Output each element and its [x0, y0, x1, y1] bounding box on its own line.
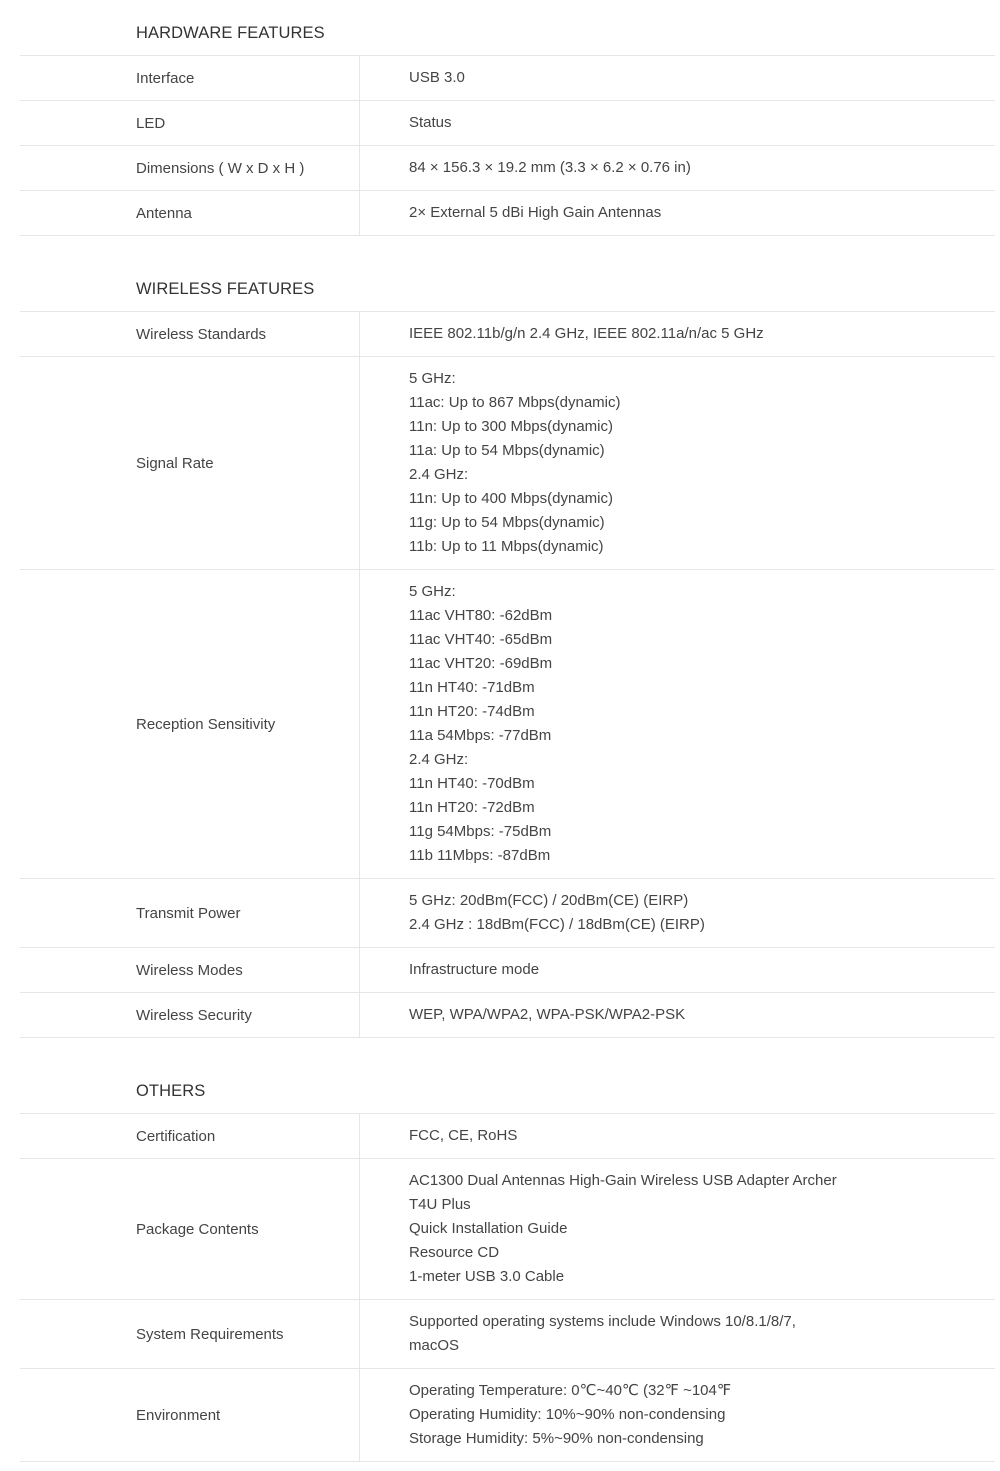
spec-row-transmit-power — [20, 879, 995, 948]
spec-value-line: 2.4 GHz: — [409, 751, 469, 768]
spec-value-line: macOS — [409, 1337, 460, 1354]
spec-row-certification — [20, 1114, 995, 1159]
spec-label: Interface — [20, 56, 360, 100]
spec-label: Wireless Security — [20, 993, 360, 1037]
spec-value-line: 11g: Up to 54 Mbps(dynamic) — [409, 514, 605, 531]
spec-value-line: 5 GHz: — [409, 370, 456, 387]
spec-label: Transmit Power — [20, 879, 360, 947]
spec-value-line: Operating Humidity: 10%~90% non-condensing — [409, 1406, 726, 1423]
spec-value-line: 11b: Up to 11 Mbps(dynamic) — [409, 538, 604, 555]
spec-row-system-requirements — [20, 1300, 995, 1369]
spec-value-line: Storage Humidity: 5%~90% non-condensing — [409, 1430, 704, 1447]
spec-value-line: Status — [409, 114, 452, 131]
section-spacer — [0, 236, 1000, 267]
spec-row-environment — [20, 1369, 995, 1462]
spec-value-line: 11ac: Up to 867 Mbps(dynamic) — [409, 394, 621, 411]
spec-value-line: WEP, WPA/WPA2, WPA-PSK/WPA2-PSK — [409, 1006, 686, 1023]
section-spacer — [0, 1038, 1000, 1069]
spec-value-line: 11n: Up to 300 Mbps(dynamic) — [409, 418, 613, 435]
spec-section-wireless-features — [20, 267, 995, 1038]
spec-value-line: 11g 54Mbps: -75dBm — [409, 823, 552, 840]
spec-label: LED — [20, 101, 360, 145]
spec-value — [360, 146, 995, 190]
section-title: OTHERS — [20, 1069, 995, 1114]
spec-row-dimensions-w-x-d-x-h — [20, 146, 995, 191]
spec-value-line: 11n HT40: -70dBm — [409, 775, 535, 792]
spec-value-line: 11b 11Mbps: -87dBm — [409, 847, 551, 864]
spec-value-line: Infrastructure mode — [409, 961, 540, 978]
spec-value-line: Quick Installation Guide — [409, 1220, 568, 1237]
spec-value-line: USB 3.0 — [409, 69, 465, 86]
spec-label: Reception Sensitivity — [20, 570, 360, 878]
spec-value-line: 11a: Up to 54 Mbps(dynamic) — [409, 442, 605, 459]
spec-label: Wireless Modes — [20, 948, 360, 992]
spec-value-line: FCC, CE, RoHS — [409, 1127, 518, 1144]
spec-value-line: 11ac VHT80: -62dBm — [409, 607, 553, 624]
spec-row-wireless-standards — [20, 312, 995, 357]
spec-section-hardware-features — [20, 11, 995, 236]
spec-value-line: 11a 54Mbps: -77dBm — [409, 727, 552, 744]
spec-value-line: Resource CD — [409, 1244, 500, 1261]
spec-value-line: 2.4 GHz: — [409, 466, 469, 483]
section-title: HARDWARE FEATURES — [20, 11, 995, 56]
spec-value — [360, 312, 995, 356]
spec-value-line: 5 GHz: 20dBm(FCC) / 20dBm(CE) (EIRP) — [409, 892, 689, 909]
spec-value — [360, 191, 995, 235]
spec-row-reception-sensitivity — [20, 570, 995, 879]
spec-label: Wireless Standards — [20, 312, 360, 356]
spec-value-line: 84 × 156.3 × 19.2 mm (3.3 × 6.2 × 0.76 in) — [409, 159, 691, 176]
spec-label: Signal Rate — [20, 357, 360, 569]
spec-value — [360, 1159, 995, 1299]
spec-value-line: 1-meter USB 3.0 Cable — [409, 1268, 565, 1285]
spec-value — [360, 570, 995, 878]
spec-value — [360, 357, 995, 569]
spec-value-line: T4U Plus — [409, 1196, 471, 1213]
spec-value-line: 11n: Up to 400 Mbps(dynamic) — [409, 490, 613, 507]
spec-label: Dimensions ( W x D x H ) — [20, 146, 360, 190]
spec-label: Package Contents — [20, 1159, 360, 1299]
spec-row-signal-rate — [20, 357, 995, 570]
spec-value-line: 11n HT20: -74dBm — [409, 703, 535, 720]
spec-value — [360, 879, 995, 947]
spec-row-package-contents — [20, 1159, 995, 1300]
spec-value-line: 11n HT40: -71dBm — [409, 679, 535, 696]
spec-value — [360, 1114, 995, 1158]
spec-value-line: IEEE 802.11b/g/n 2.4 GHz, IEEE 802.11a/n/ac 5 GHz — [409, 325, 764, 342]
spec-row-wireless-security — [20, 993, 995, 1038]
spec-value — [360, 1300, 995, 1368]
spec-value — [360, 101, 995, 145]
spec-value-line: 11n HT20: -72dBm — [409, 799, 535, 816]
spec-value-line: Operating Temperature: 0℃~40℃ (32℉ ~104℉ — [409, 1382, 732, 1399]
spec-value — [360, 993, 995, 1037]
section-title: WIRELESS FEATURES — [20, 267, 995, 312]
spec-value-line: 11ac VHT20: -69dBm — [409, 655, 553, 672]
spec-row-wireless-modes — [20, 948, 995, 993]
spec-section-others — [20, 1069, 995, 1462]
spec-row-led — [20, 101, 995, 146]
spec-row-interface — [20, 56, 995, 101]
spec-value — [360, 948, 995, 992]
spec-label: System Requirements — [20, 1300, 360, 1368]
spec-value-line: 11ac VHT40: -65dBm — [409, 631, 553, 648]
spec-value — [360, 56, 995, 100]
spec-row-antenna — [20, 191, 995, 236]
spec-value-line: AC1300 Dual Antennas High-Gain Wireless USB Adapter Archer — [409, 1172, 837, 1189]
spec-value — [360, 1369, 995, 1461]
spec-value-line: 2.4 GHz : 18dBm(FCC) / 18dBm(CE) (EIRP) — [409, 916, 705, 933]
spec-label: Environment — [20, 1369, 360, 1461]
spec-label: Antenna — [20, 191, 360, 235]
spec-value-line: 5 GHz: — [409, 583, 456, 600]
spec-label: Certification — [20, 1114, 360, 1158]
spec-value-line: Supported operating systems include Windows 10/8.1/8/7, — [409, 1313, 796, 1330]
spec-value-line: 2× External 5 dBi High Gain Antennas — [409, 204, 662, 221]
